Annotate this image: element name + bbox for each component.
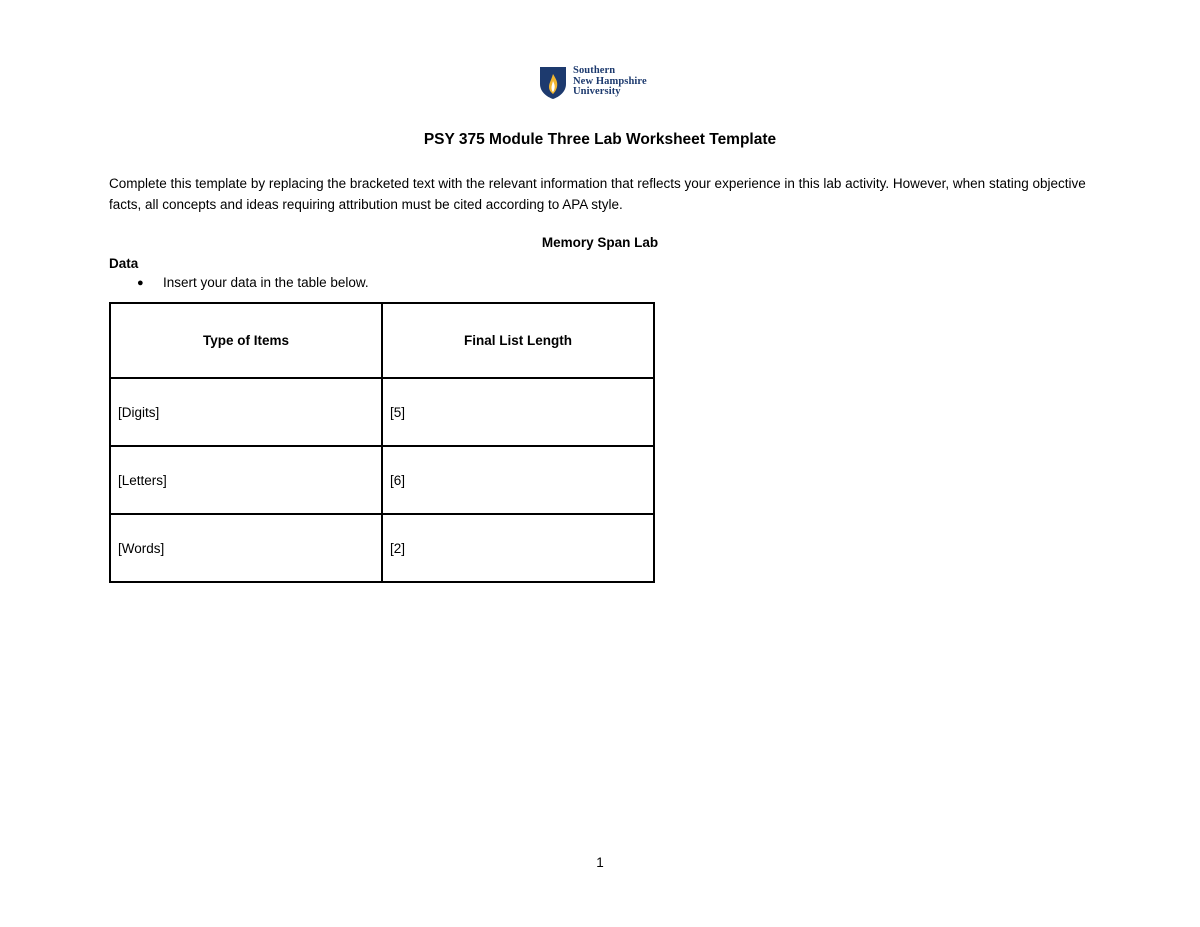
table-header-row bbox=[110, 303, 654, 378]
section-title: Memory Span Lab bbox=[541, 235, 659, 250]
logo-line-2: New Hampshire bbox=[573, 75, 647, 87]
page-title: PSY 375 Module Three Lab Worksheet Template bbox=[423, 131, 777, 148]
table-row bbox=[110, 378, 654, 446]
table-cell-type[interactable]: [Digits] bbox=[110, 378, 382, 446]
bullet-icon: ● bbox=[137, 276, 144, 289]
logo-wordmark bbox=[573, 66, 647, 98]
table-cell-length[interactable]: [6] bbox=[382, 446, 654, 514]
data-table bbox=[109, 302, 655, 583]
bullet-item bbox=[137, 275, 369, 290]
logo-line-1: Southern bbox=[573, 65, 616, 76]
logo-line-3: University bbox=[573, 86, 621, 97]
table-cell-length[interactable]: [2] bbox=[382, 514, 654, 582]
bullet-text: Insert your data in the table below. bbox=[163, 275, 369, 290]
table-header-length: Final List Length bbox=[382, 303, 654, 378]
shield-flame-icon bbox=[539, 66, 567, 100]
table-row bbox=[110, 446, 654, 514]
table-cell-type[interactable]: [Words] bbox=[110, 514, 382, 582]
table-cell-type[interactable]: [Letters] bbox=[110, 446, 382, 514]
table-row bbox=[110, 514, 654, 582]
intro-paragraph: Complete this template by replacing the bracketed text with the relevant information that reflects your experience in this lab activity. However, when stating objective facts, all concepts and ideas requiring attribution must be cited according to APA style. bbox=[109, 176, 1086, 212]
page-number: 1 bbox=[596, 855, 604, 870]
university-logo bbox=[539, 66, 647, 100]
data-heading: Data bbox=[109, 256, 139, 271]
table-header-type: Type of Items bbox=[110, 303, 382, 378]
table-cell-length[interactable]: [5] bbox=[382, 378, 654, 446]
